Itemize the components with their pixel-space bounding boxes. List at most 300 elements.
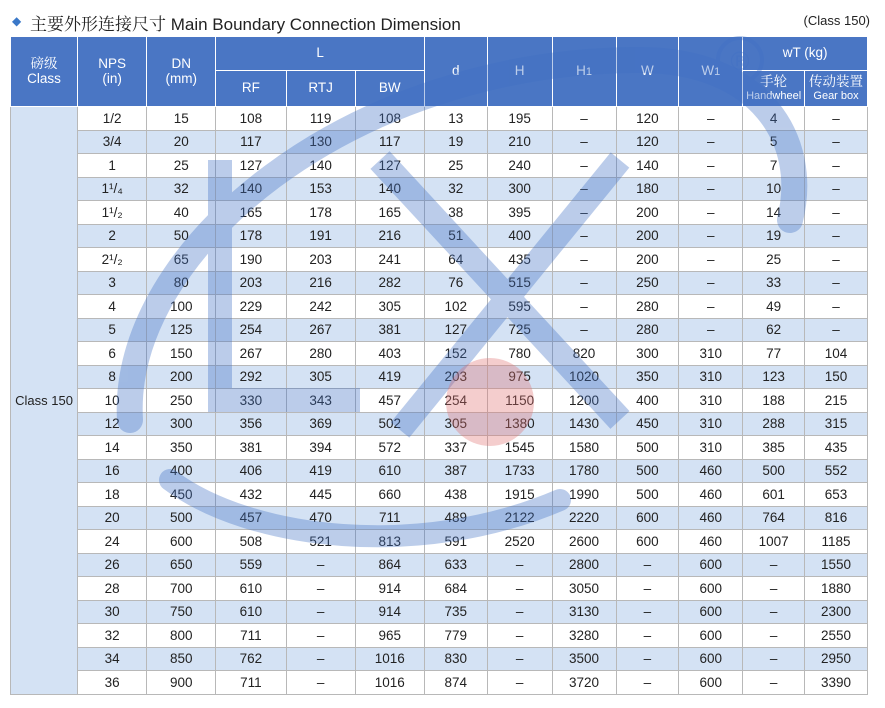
cell-bw: 117 bbox=[355, 130, 424, 154]
cell-gb: 2300 bbox=[805, 600, 868, 624]
cell-hw: 33 bbox=[743, 271, 805, 295]
cell-h1: 3130 bbox=[552, 600, 616, 624]
cell-rtj: – bbox=[286, 671, 355, 695]
col-l-header: L bbox=[216, 37, 425, 71]
cell-h1: 3280 bbox=[552, 624, 616, 648]
cell-gb: – bbox=[805, 201, 868, 225]
cell-h1: – bbox=[552, 154, 616, 178]
class-cell: Class 150 bbox=[11, 107, 78, 695]
cell-rf: 292 bbox=[216, 365, 286, 389]
cell-rtj: 242 bbox=[286, 295, 355, 319]
cell-hw: – bbox=[743, 647, 805, 671]
cell-nps: 3/4 bbox=[78, 130, 147, 154]
cell-gb: 1880 bbox=[805, 577, 868, 601]
cell-hw: 123 bbox=[743, 365, 805, 389]
cell-hw: 288 bbox=[743, 412, 805, 436]
cell-rf: 165 bbox=[216, 201, 286, 225]
col-h1-header: H1 bbox=[552, 37, 616, 107]
cell-h: 1915 bbox=[487, 483, 552, 507]
cell-rtj: 394 bbox=[286, 436, 355, 460]
table-row bbox=[11, 553, 868, 577]
table-row bbox=[11, 318, 868, 342]
cell-hw: 385 bbox=[743, 436, 805, 460]
cell-w1: 600 bbox=[679, 671, 743, 695]
cell-h1: 3050 bbox=[552, 577, 616, 601]
col-wt-header: wT (kg) bbox=[743, 37, 868, 71]
cell-rf: 508 bbox=[216, 530, 286, 554]
cell-hw: 49 bbox=[743, 295, 805, 319]
cell-rtj: 267 bbox=[286, 318, 355, 342]
cell-h1: 1430 bbox=[552, 412, 616, 436]
cell-rtj: 216 bbox=[286, 271, 355, 295]
cell-gb: – bbox=[805, 271, 868, 295]
cell-rf: 610 bbox=[216, 600, 286, 624]
cell-nps: 16 bbox=[78, 459, 147, 483]
cell-bw: 305 bbox=[355, 295, 424, 319]
table-row bbox=[11, 389, 868, 413]
cell-dn: 300 bbox=[147, 412, 216, 436]
cell-w1: 600 bbox=[679, 647, 743, 671]
cell-w1: 600 bbox=[679, 553, 743, 577]
cell-w1: 460 bbox=[679, 459, 743, 483]
table-row bbox=[11, 201, 868, 225]
cell-nps: 8 bbox=[78, 365, 147, 389]
cell-h: – bbox=[487, 647, 552, 671]
cell-h: 195 bbox=[487, 107, 552, 131]
cell-nps: 18 bbox=[78, 483, 147, 507]
cell-h: 595 bbox=[487, 295, 552, 319]
cell-bw: 813 bbox=[355, 530, 424, 554]
col-w-header: W bbox=[616, 37, 679, 107]
cell-rtj: 419 bbox=[286, 459, 355, 483]
cell-h1: – bbox=[552, 130, 616, 154]
cell-dn: 20 bbox=[147, 130, 216, 154]
table-row bbox=[11, 624, 868, 648]
cell-h1: 1020 bbox=[552, 365, 616, 389]
cell-h1: – bbox=[552, 107, 616, 131]
page-title: 主要外形连接尺寸 Main Boundary Connection Dimension bbox=[30, 15, 461, 34]
cell-h1: 820 bbox=[552, 342, 616, 366]
cell-nps: 1¹/₂ bbox=[78, 201, 147, 225]
cell-h1: 1990 bbox=[552, 483, 616, 507]
cell-nps: 2 bbox=[78, 224, 147, 248]
cell-bw: 216 bbox=[355, 224, 424, 248]
cell-w: 600 bbox=[616, 506, 679, 530]
cell-d: 51 bbox=[424, 224, 487, 248]
cell-bw: 419 bbox=[355, 365, 424, 389]
table-row bbox=[11, 107, 868, 131]
cell-d: 337 bbox=[424, 436, 487, 460]
cell-nps: 34 bbox=[78, 647, 147, 671]
cell-gb: 1550 bbox=[805, 553, 868, 577]
cell-rtj: 280 bbox=[286, 342, 355, 366]
cell-rf: 356 bbox=[216, 412, 286, 436]
cell-rf: 267 bbox=[216, 342, 286, 366]
cell-w1: 310 bbox=[679, 365, 743, 389]
table-row bbox=[11, 154, 868, 178]
cell-bw: 282 bbox=[355, 271, 424, 295]
cell-dn: 350 bbox=[147, 436, 216, 460]
cell-w: – bbox=[616, 624, 679, 648]
cell-rf: 330 bbox=[216, 389, 286, 413]
cell-nps: 1 bbox=[78, 154, 147, 178]
cell-d: 32 bbox=[424, 177, 487, 201]
cell-h: 435 bbox=[487, 248, 552, 272]
cell-h1: 3500 bbox=[552, 647, 616, 671]
cell-d: 25 bbox=[424, 154, 487, 178]
cell-nps: 28 bbox=[78, 577, 147, 601]
cell-gb: – bbox=[805, 130, 868, 154]
cell-gb: 1185 bbox=[805, 530, 868, 554]
cell-hw: 7 bbox=[743, 154, 805, 178]
cell-d: 387 bbox=[424, 459, 487, 483]
cell-hw: 62 bbox=[743, 318, 805, 342]
cell-w: 400 bbox=[616, 389, 679, 413]
cell-d: 38 bbox=[424, 201, 487, 225]
cell-rf: 381 bbox=[216, 436, 286, 460]
cell-w: 200 bbox=[616, 224, 679, 248]
cell-bw: 403 bbox=[355, 342, 424, 366]
cell-h: 1733 bbox=[487, 459, 552, 483]
cell-gb: – bbox=[805, 224, 868, 248]
cell-w: 140 bbox=[616, 154, 679, 178]
cell-gb: – bbox=[805, 107, 868, 131]
cell-dn: 65 bbox=[147, 248, 216, 272]
cell-gb: 552 bbox=[805, 459, 868, 483]
cell-rtj: 119 bbox=[286, 107, 355, 131]
cell-d: 438 bbox=[424, 483, 487, 507]
cell-gb: 2550 bbox=[805, 624, 868, 648]
cell-nps: 26 bbox=[78, 553, 147, 577]
cell-d: 305 bbox=[424, 412, 487, 436]
cell-nps: 5 bbox=[78, 318, 147, 342]
col-dn-header: DN (mm) bbox=[147, 37, 216, 107]
cell-w1: – bbox=[679, 154, 743, 178]
cell-h1: – bbox=[552, 224, 616, 248]
cell-w1: 310 bbox=[679, 342, 743, 366]
cell-h: 210 bbox=[487, 130, 552, 154]
cell-gb: – bbox=[805, 318, 868, 342]
cell-nps: 30 bbox=[78, 600, 147, 624]
cell-w1: – bbox=[679, 248, 743, 272]
cell-dn: 650 bbox=[147, 553, 216, 577]
table-row bbox=[11, 459, 868, 483]
cell-rf: 711 bbox=[216, 624, 286, 648]
cell-h1: 1580 bbox=[552, 436, 616, 460]
cell-h: – bbox=[487, 671, 552, 695]
cell-rf: 178 bbox=[216, 224, 286, 248]
cell-gb: 435 bbox=[805, 436, 868, 460]
cell-w: 200 bbox=[616, 248, 679, 272]
cell-w1: 460 bbox=[679, 506, 743, 530]
cell-gb: 816 bbox=[805, 506, 868, 530]
cell-nps: 1/2 bbox=[78, 107, 147, 131]
cell-gb: 3390 bbox=[805, 671, 868, 695]
cell-w: 250 bbox=[616, 271, 679, 295]
cell-d: 489 bbox=[424, 506, 487, 530]
col-w1-header: W1 bbox=[679, 37, 743, 107]
cell-bw: 381 bbox=[355, 318, 424, 342]
cell-bw: 572 bbox=[355, 436, 424, 460]
cell-bw: 610 bbox=[355, 459, 424, 483]
cell-h1: – bbox=[552, 271, 616, 295]
cell-hw: 77 bbox=[743, 342, 805, 366]
cell-gb: 2950 bbox=[805, 647, 868, 671]
cell-h1: 3720 bbox=[552, 671, 616, 695]
table-row bbox=[11, 271, 868, 295]
cell-rf: 203 bbox=[216, 271, 286, 295]
cell-nps: 1¹/₄ bbox=[78, 177, 147, 201]
cell-gb: 215 bbox=[805, 389, 868, 413]
cell-dn: 15 bbox=[147, 107, 216, 131]
col-class-header: 磅级 Class bbox=[11, 37, 78, 107]
cell-dn: 40 bbox=[147, 201, 216, 225]
cell-d: 830 bbox=[424, 647, 487, 671]
cell-d: 13 bbox=[424, 107, 487, 131]
cell-hw: – bbox=[743, 577, 805, 601]
class-note: (Class 150) bbox=[803, 13, 870, 28]
cell-rf: 117 bbox=[216, 130, 286, 154]
cell-w1: – bbox=[679, 318, 743, 342]
cell-hw: – bbox=[743, 600, 805, 624]
cell-h: 240 bbox=[487, 154, 552, 178]
cell-h: 780 bbox=[487, 342, 552, 366]
cell-nps: 3 bbox=[78, 271, 147, 295]
cell-bw: 140 bbox=[355, 177, 424, 201]
cell-hw: 5 bbox=[743, 130, 805, 154]
cell-w1: – bbox=[679, 271, 743, 295]
cell-rf: 108 bbox=[216, 107, 286, 131]
cell-rtj: – bbox=[286, 553, 355, 577]
table-row bbox=[11, 671, 868, 695]
col-d-header: d bbox=[424, 37, 487, 107]
cell-rtj: 305 bbox=[286, 365, 355, 389]
cell-w1: 600 bbox=[679, 600, 743, 624]
cell-w: – bbox=[616, 671, 679, 695]
cell-h: 1150 bbox=[487, 389, 552, 413]
cell-w: 280 bbox=[616, 295, 679, 319]
cell-h1: – bbox=[552, 201, 616, 225]
cell-w: – bbox=[616, 577, 679, 601]
cell-rf: 190 bbox=[216, 248, 286, 272]
cell-h: 1380 bbox=[487, 412, 552, 436]
cell-w: 450 bbox=[616, 412, 679, 436]
cell-rtj: 369 bbox=[286, 412, 355, 436]
cell-w1: 600 bbox=[679, 577, 743, 601]
cell-d: 633 bbox=[424, 553, 487, 577]
cell-rf: 140 bbox=[216, 177, 286, 201]
cell-gb: – bbox=[805, 248, 868, 272]
col-rf-header: RF bbox=[216, 71, 286, 107]
cell-d: 19 bbox=[424, 130, 487, 154]
cell-h: 725 bbox=[487, 318, 552, 342]
cell-gb: – bbox=[805, 177, 868, 201]
cell-rtj: 140 bbox=[286, 154, 355, 178]
cell-w1: – bbox=[679, 107, 743, 131]
cell-h1: 2600 bbox=[552, 530, 616, 554]
cell-rf: 432 bbox=[216, 483, 286, 507]
cell-w1: – bbox=[679, 130, 743, 154]
cell-w1: 310 bbox=[679, 389, 743, 413]
table-row bbox=[11, 177, 868, 201]
cell-rtj: – bbox=[286, 577, 355, 601]
cell-nps: 32 bbox=[78, 624, 147, 648]
cell-rtj: 343 bbox=[286, 389, 355, 413]
cell-dn: 200 bbox=[147, 365, 216, 389]
cell-w: 120 bbox=[616, 107, 679, 131]
cell-dn: 800 bbox=[147, 624, 216, 648]
cell-h1: – bbox=[552, 248, 616, 272]
cell-bw: 165 bbox=[355, 201, 424, 225]
cell-d: 874 bbox=[424, 671, 487, 695]
cell-d: 254 bbox=[424, 389, 487, 413]
cell-dn: 850 bbox=[147, 647, 216, 671]
dimension-table bbox=[10, 36, 868, 695]
title-bar bbox=[10, 10, 870, 34]
cell-w: – bbox=[616, 553, 679, 577]
cell-hw: 25 bbox=[743, 248, 805, 272]
cell-h1: 1200 bbox=[552, 389, 616, 413]
cell-w1: 310 bbox=[679, 436, 743, 460]
cell-h1: – bbox=[552, 177, 616, 201]
cell-h: 300 bbox=[487, 177, 552, 201]
table-row bbox=[11, 530, 868, 554]
cell-rtj: 203 bbox=[286, 248, 355, 272]
cell-bw: 914 bbox=[355, 600, 424, 624]
col-bw-header: BW bbox=[355, 71, 424, 107]
cell-d: 152 bbox=[424, 342, 487, 366]
cell-d: 102 bbox=[424, 295, 487, 319]
cell-rf: 127 bbox=[216, 154, 286, 178]
cell-w: 120 bbox=[616, 130, 679, 154]
cell-d: 779 bbox=[424, 624, 487, 648]
table-row bbox=[11, 412, 868, 436]
table-row bbox=[11, 224, 868, 248]
cell-w1: 460 bbox=[679, 483, 743, 507]
cell-nps: 6 bbox=[78, 342, 147, 366]
table-row bbox=[11, 248, 868, 272]
cell-bw: 711 bbox=[355, 506, 424, 530]
cell-w: 300 bbox=[616, 342, 679, 366]
cell-h: 395 bbox=[487, 201, 552, 225]
table-row bbox=[11, 295, 868, 319]
cell-h: – bbox=[487, 600, 552, 624]
cell-hw: 14 bbox=[743, 201, 805, 225]
cell-dn: 25 bbox=[147, 154, 216, 178]
cell-nps: 10 bbox=[78, 389, 147, 413]
cell-h: 2122 bbox=[487, 506, 552, 530]
cell-dn: 80 bbox=[147, 271, 216, 295]
cell-nps: 2¹/₂ bbox=[78, 248, 147, 272]
cell-w1: 310 bbox=[679, 412, 743, 436]
cell-gb: 150 bbox=[805, 365, 868, 389]
cell-rtj: 191 bbox=[286, 224, 355, 248]
cell-rtj: 521 bbox=[286, 530, 355, 554]
col-gearbox-header: 传动装置 Gear box bbox=[805, 71, 868, 107]
cell-gb: 104 bbox=[805, 342, 868, 366]
cell-bw: 127 bbox=[355, 154, 424, 178]
cell-gb: – bbox=[805, 295, 868, 319]
cell-hw: 601 bbox=[743, 483, 805, 507]
cell-dn: 500 bbox=[147, 506, 216, 530]
cell-w: 600 bbox=[616, 530, 679, 554]
cell-d: 203 bbox=[424, 365, 487, 389]
cell-h: 975 bbox=[487, 365, 552, 389]
cell-hw: 1007 bbox=[743, 530, 805, 554]
cell-dn: 600 bbox=[147, 530, 216, 554]
cell-w: – bbox=[616, 647, 679, 671]
cell-dn: 100 bbox=[147, 295, 216, 319]
cell-d: 591 bbox=[424, 530, 487, 554]
cell-d: 684 bbox=[424, 577, 487, 601]
cell-w1: – bbox=[679, 295, 743, 319]
cell-h: – bbox=[487, 624, 552, 648]
cell-w: 500 bbox=[616, 459, 679, 483]
cell-dn: 32 bbox=[147, 177, 216, 201]
table-body bbox=[11, 107, 868, 695]
cell-w1: – bbox=[679, 177, 743, 201]
cell-dn: 900 bbox=[147, 671, 216, 695]
col-nps-header: NPS (in) bbox=[78, 37, 147, 107]
cell-h1: 2800 bbox=[552, 553, 616, 577]
cell-d: 127 bbox=[424, 318, 487, 342]
cell-h: 400 bbox=[487, 224, 552, 248]
cell-bw: 1016 bbox=[355, 671, 424, 695]
col-handwheel-header: 手轮 Handwheel bbox=[743, 71, 805, 107]
cell-hw: 188 bbox=[743, 389, 805, 413]
cell-rtj: 153 bbox=[286, 177, 355, 201]
cell-rtj: – bbox=[286, 600, 355, 624]
cell-gb: – bbox=[805, 154, 868, 178]
cell-bw: 108 bbox=[355, 107, 424, 131]
cell-dn: 400 bbox=[147, 459, 216, 483]
cell-dn: 125 bbox=[147, 318, 216, 342]
table-row bbox=[11, 506, 868, 530]
cell-h: 515 bbox=[487, 271, 552, 295]
cell-rf: 254 bbox=[216, 318, 286, 342]
registered-mark: ® bbox=[730, 46, 750, 76]
cell-rf: 457 bbox=[216, 506, 286, 530]
cell-nps: 36 bbox=[78, 671, 147, 695]
cell-w: 500 bbox=[616, 483, 679, 507]
col-h-header: H bbox=[487, 37, 552, 107]
cell-h: – bbox=[487, 553, 552, 577]
cell-h1: 2220 bbox=[552, 506, 616, 530]
cell-d: 735 bbox=[424, 600, 487, 624]
cell-bw: 1016 bbox=[355, 647, 424, 671]
cell-hw: 4 bbox=[743, 107, 805, 131]
cell-dn: 150 bbox=[147, 342, 216, 366]
cell-bw: 502 bbox=[355, 412, 424, 436]
cell-rtj: – bbox=[286, 624, 355, 648]
cell-w: – bbox=[616, 600, 679, 624]
table-row bbox=[11, 130, 868, 154]
cell-h1: 1780 bbox=[552, 459, 616, 483]
cell-bw: 457 bbox=[355, 389, 424, 413]
cell-rtj: – bbox=[286, 647, 355, 671]
cell-dn: 50 bbox=[147, 224, 216, 248]
cell-h1: – bbox=[552, 295, 616, 319]
diamond-bullet-icon: ◆ bbox=[12, 14, 22, 28]
cell-w: 200 bbox=[616, 201, 679, 225]
cell-gb: 315 bbox=[805, 412, 868, 436]
cell-rf: 559 bbox=[216, 553, 286, 577]
col-rtj-header: RTJ bbox=[286, 71, 355, 107]
cell-hw: – bbox=[743, 671, 805, 695]
cell-hw: 500 bbox=[743, 459, 805, 483]
cell-dn: 750 bbox=[147, 600, 216, 624]
cell-dn: 450 bbox=[147, 483, 216, 507]
